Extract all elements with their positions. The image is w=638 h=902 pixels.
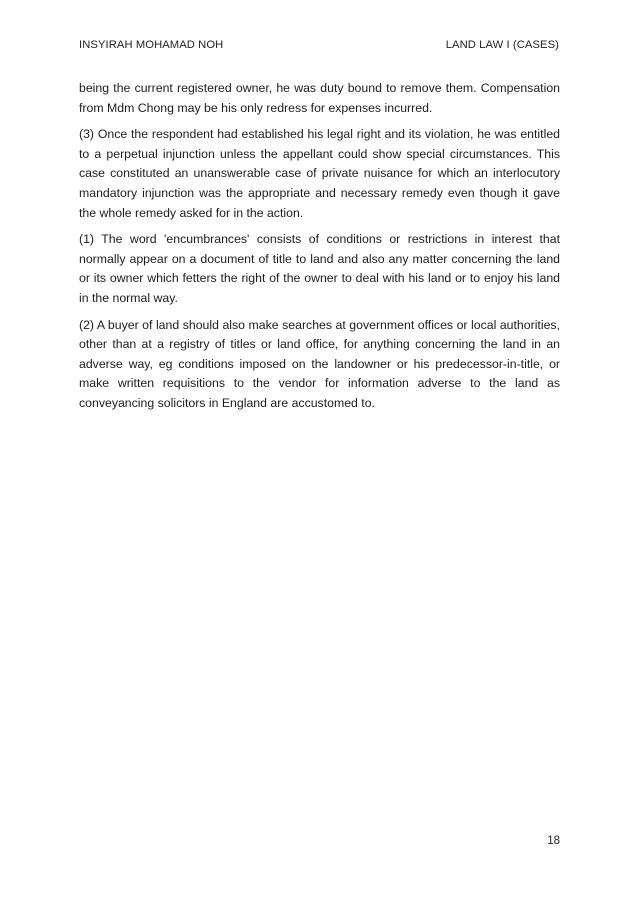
body-paragraph: (3) Once the respondent had established his legal right and its violation, he was entitled to a perpetual injunction unless the appellant could show special circumstances. This case constituted an unanswerable case of private nuisance for which an interlocutory mandatory injunction was the appropriate and necessary remedy even though it gave the whole remedy asked for in the action.	[79, 127, 560, 220]
page-body	[79, 79, 560, 421]
header-author: INSYIRAH MOHAMAD NOH	[79, 39, 224, 51]
body-paragraph: being the current registered owner, he was duty bound to remove them. Compensation from Mdm Chong may be his only redress for expenses incurred.	[79, 81, 560, 115]
body-paragraph: (1) The word 'encumbrances' consists of conditions or restrictions in interest that normally appear on a document of title to land and also any matter concerning the land or its owner which fetters the right of the owner to deal with his land or to enjoy his land in the normal way.	[79, 232, 560, 305]
page-header	[79, 39, 559, 51]
header-course-title: LAND LAW I (CASES)	[445, 39, 559, 51]
page-number: 18	[547, 835, 560, 847]
body-paragraph: (2) A buyer of land should also make searches at government offices or local authorities, other than at a registry of titles or land office, for anything concerning the land in an adverse way, eg conditions imposed on the landowner or his predecessor-in-title, or make written requisitions to the vendor for information adverse to the land as conveyancing solicitors in England are accustomed to.	[79, 317, 560, 410]
